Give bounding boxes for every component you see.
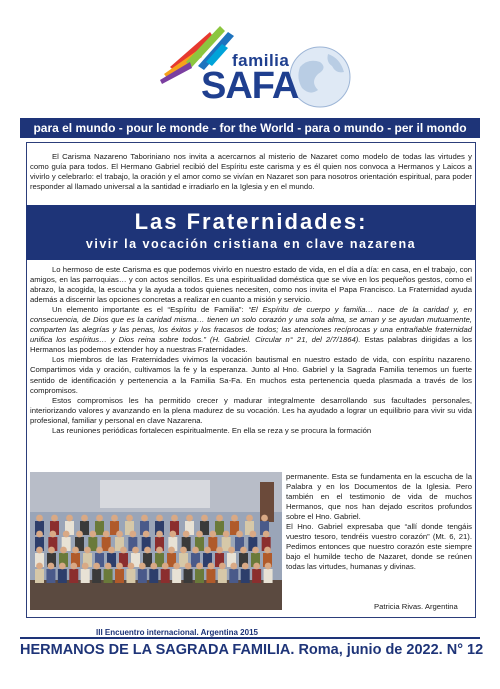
person-figure (241, 569, 250, 583)
person-head (173, 563, 180, 570)
person-head (183, 531, 190, 538)
person-head (264, 547, 271, 554)
body-paragraph-3: Los miembros de las Fraternidades vivimos la vocación bautismal en nuestro estado de vida, con espíritu nazareno. Compartimos vida y oración, cultivamos la fe y la esperanza. Junto al Hno. Gabriel y la Sagrada Familia tenemos un fuerte sentido de identificación y pertenencia a la Familia Sa-Fa. En muchos esta pertenencia queda plasmada a través de los compromisos. (30, 355, 472, 395)
person-figure (95, 521, 104, 535)
side-column (286, 472, 472, 572)
person-head (242, 563, 249, 570)
logo-safa-text: SAFA (201, 65, 299, 107)
person-head (48, 547, 55, 554)
person-figure (184, 569, 193, 583)
person-head (169, 531, 176, 538)
person-head (144, 547, 151, 554)
person-figure (252, 569, 261, 583)
person-head (228, 547, 235, 554)
group-photo (30, 472, 282, 610)
person-head (126, 515, 133, 522)
person-figure (58, 569, 67, 583)
person-head (76, 531, 83, 538)
body-paragraph-1: Lo hermoso de este Carisma es que podemos vivirlo en nuestro estado de vida, en el día a día: en casa, en el trabajo, con amigos, en las parroquias… y con actos sencillos. Es una espiritualidad doméstica que se vive en los pequeños gestos, como el abrazo, la acogida, la escucha y la ayuda a todos quienes necesiten, como nos invita el Papa Francisco. La Fraternidad ayuda además a discernir las opciones concretas a realizar en cuanto a misión y servicio. (30, 265, 472, 305)
person-head (51, 515, 58, 522)
person-head (156, 531, 163, 538)
person-head (240, 547, 247, 554)
side-paragraph-1: permanente. Esta se fundamenta en la escucha de la Palabra y en los Documentos de la Iglesia. Pero también en el testimonio de vida de muchos Hermanos, que nos han dejado escritos profundos sobre el Hno. Gabriel. (286, 472, 472, 522)
person-head (150, 563, 157, 570)
article-body (30, 265, 472, 436)
footer-divider (20, 637, 480, 639)
person-head (201, 515, 208, 522)
person-head (72, 547, 79, 554)
person-head (216, 547, 223, 554)
person-head (209, 531, 216, 538)
person-head (60, 547, 67, 554)
person-head (139, 563, 146, 570)
person-head (223, 531, 230, 538)
body-paragraph-5: Las reuniones periódicas fortalecen espiritualmente. En ella se reza y se procura la formación (52, 425, 372, 435)
person-head (208, 563, 215, 570)
person-figure (92, 569, 101, 583)
person-head (96, 515, 103, 522)
person-head (84, 547, 91, 554)
person-figure (172, 569, 181, 583)
person-head (219, 563, 226, 570)
footer-title: HERMANOS DE LA SAGRADA FAMILIA. Roma, junio de 2022. N° 12 (20, 642, 484, 658)
person-head (111, 515, 118, 522)
person-head (186, 515, 193, 522)
person-figure (115, 569, 124, 583)
person-figure (138, 569, 147, 583)
person-head (261, 515, 268, 522)
person-figure (161, 569, 170, 583)
person-head (48, 563, 55, 570)
languages-banner: para el mundo - pour le monde - for the World - para o mundo - per il mondo (20, 118, 480, 138)
person-head (263, 531, 270, 538)
person-figure (149, 569, 158, 583)
intro-paragraph (30, 152, 472, 192)
person-figure (215, 521, 224, 535)
person-head (105, 563, 112, 570)
header (0, 0, 500, 116)
person-figure (218, 569, 227, 583)
person-figure (264, 569, 273, 583)
person-head (66, 515, 73, 522)
person-head (89, 531, 96, 538)
person-head (204, 547, 211, 554)
person-head (36, 547, 43, 554)
body-paragraph-2 (30, 305, 472, 355)
person-head (96, 547, 103, 554)
person-head (168, 547, 175, 554)
title-box (26, 205, 476, 260)
person-head (252, 547, 259, 554)
person-head (185, 563, 192, 570)
logo-familia-text: familia (232, 51, 290, 70)
person-head (253, 563, 260, 570)
person-head (196, 563, 203, 570)
person-head (230, 563, 237, 570)
photo-caption: III Encuentro internacional. Argentina 2015 (96, 628, 258, 637)
group-photo-image (30, 472, 282, 610)
person-figure (69, 569, 78, 583)
article-title: Las Fraternidades: (134, 209, 368, 234)
body-p2-quote: “El Espíritu de cuerpo y familia… nace de la caridad y, en consecuencia, de Dios que es la caridad misma… tienen un solo corazón y una sola alma, se aman y se ayudan mutuamente, comparten las alegrías y las penas, los éxitos y los fracasos de todos; las atenciones recíprocas y una entrañable fraternidad unifica los espíritus… y Dios reina sobre todos.” (H. Gabriel. Circular n° 21, del 2/7/1864). (30, 305, 472, 345)
person-head (162, 563, 169, 570)
person-figure (35, 569, 44, 583)
person-head (120, 547, 127, 554)
body-paragraph-4: Estos compromisos les ha permitido crecer y madurar integralmente desarrollando sus facultades personales, interiorizando valores y avanzando en la plena madurez de su vocación. Les ha ayudado a lograr un equilibrio para vivir su vida profesional, familiar y personal en clave Nazarena. (30, 395, 472, 425)
person-figure (81, 569, 90, 583)
person-head (180, 547, 187, 554)
person-head (70, 563, 77, 570)
side-paragraph-2: El Hno. Gabriel expresaba que “allí donde tengáis vuestro tesoro, tendréis vuestro corazón” (Mt. 6, 21). Pedimos entonces que nuestro corazón este siempre bajo el humilde techo de Nazaret, donde se reúnen todas las virtudes, humanas y divinas. (286, 522, 472, 572)
person-head (249, 531, 256, 538)
person-head (156, 515, 163, 522)
person-head (81, 515, 88, 522)
person-head (82, 563, 89, 570)
person-head (171, 515, 178, 522)
person-figure (126, 569, 135, 583)
person-head (132, 547, 139, 554)
person-head (93, 563, 100, 570)
body-p2-lead: Un elemento importante es el “Espíritu de Familia”: (52, 305, 249, 315)
person-head (59, 563, 66, 570)
author-signature: Patricia Rivas. Argentina (374, 602, 458, 611)
person-head (103, 531, 110, 538)
person-figure (195, 569, 204, 583)
person-head (49, 531, 56, 538)
person-head (156, 547, 163, 554)
person-figure (46, 569, 55, 583)
person-head (128, 563, 135, 570)
person-head (116, 563, 123, 570)
person-head (108, 547, 115, 554)
person-head (246, 515, 253, 522)
person-head (231, 515, 238, 522)
person-head (36, 515, 43, 522)
globe-icon (290, 47, 350, 107)
intro-text: El Carisma Nazareno Taboriniano nos invita a acercarnos al misterio de Nazaret como modelo de todas las virtudes y como guía para todos. El Hermano Gabriel recibió del Espíritu este carisma y es él quien nos convoca a Hermanos y Laicos a vivirlo y celebrarlo: el trabajo, la oración y el amor como se vivían en Nazaret son para nosotros orientación espiritual, para poder responder al llamado universal a la santidad e irradiarlo en la Iglesia y en el mundo. (30, 152, 472, 192)
article-subtitle: vivir la vocación cristiana en clave nazarena (85, 237, 417, 251)
person-head (236, 531, 243, 538)
person-head (192, 547, 199, 554)
person-head (129, 531, 136, 538)
person-head (265, 563, 272, 570)
person-head (216, 515, 223, 522)
person-figure (206, 569, 215, 583)
person-figure (229, 569, 238, 583)
person-head (36, 531, 43, 538)
body-p2-tail: Estas palabras dirigidas a los Hermanos las podemos extender hoy a nuestras Fraternidades. (30, 335, 472, 355)
person-head (143, 531, 150, 538)
person-head (116, 531, 123, 538)
person-head (196, 531, 203, 538)
person-figure (104, 569, 113, 583)
person-head (63, 531, 70, 538)
person-head (141, 515, 148, 522)
person-head (36, 563, 43, 570)
